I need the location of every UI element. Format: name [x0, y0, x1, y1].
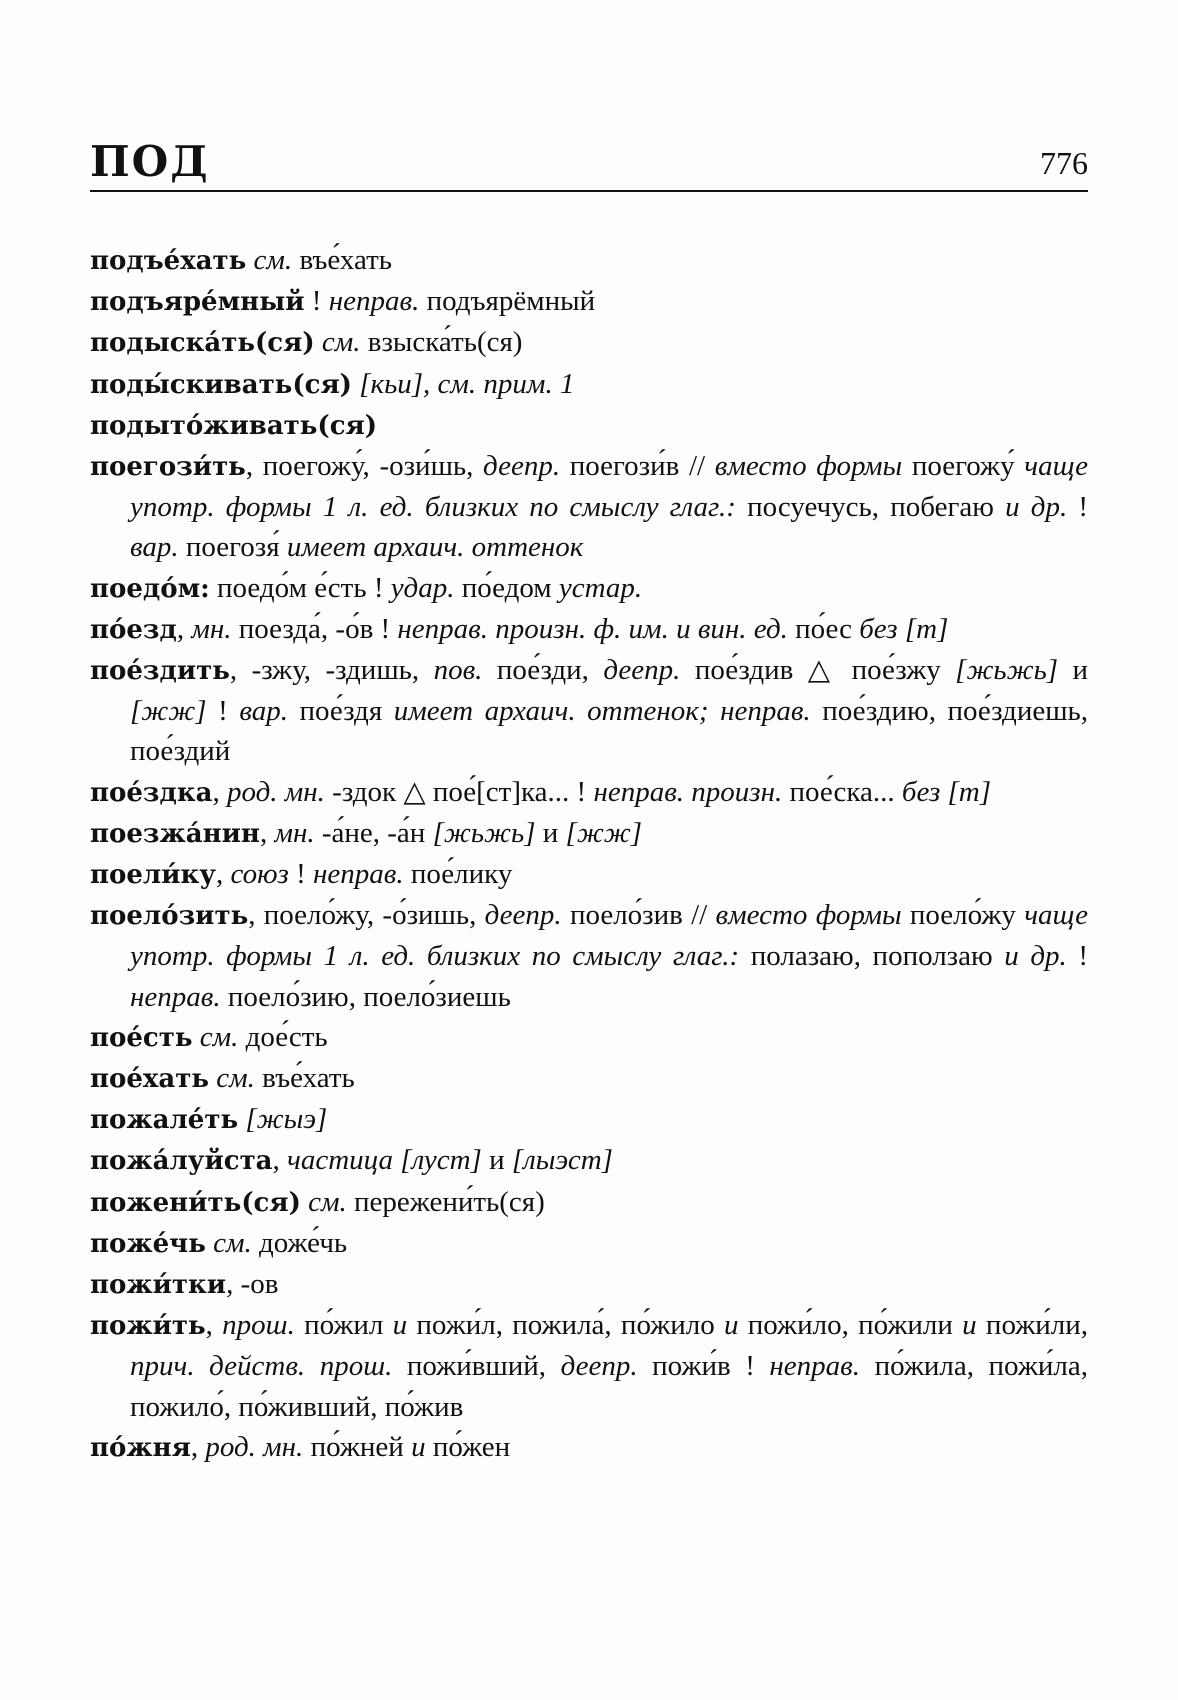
note: вместо формы: [714, 450, 903, 483]
dictionary-entry: [90, 364, 1088, 405]
form: -а́не, -а́н: [321, 816, 426, 849]
note: деепр.: [484, 899, 562, 932]
form: по́жила, пожи́ла, пожило́, по́живший, по́жив: [130, 1350, 1088, 1423]
note: и др.: [1005, 491, 1068, 524]
dictionary-entry: [90, 1099, 1088, 1140]
dictionary-entry: [90, 1140, 1088, 1181]
dictionary-entry: [90, 1427, 1088, 1468]
note: вар.: [130, 531, 179, 564]
note: род. мн.: [226, 775, 325, 808]
reference: въе́хать: [299, 244, 393, 276]
transcription: [лыэст]: [511, 1144, 613, 1177]
dictionary-entry: [90, 772, 1088, 813]
note: чаще употр. формы 1 л. ед. близких по смыслу глаг.:: [130, 450, 1089, 524]
mark: !: [311, 285, 322, 318]
conj: и: [962, 1309, 977, 1342]
form: пожи́вший,: [406, 1350, 547, 1383]
form: посуечусь, побегаю: [747, 491, 994, 524]
reference: въе́хать: [262, 1062, 355, 1095]
form: -здок △ пое́[ст]ка... !: [332, 775, 587, 808]
note: чаще употр. формы 1 л. ед. близких по смыслу глаг.:: [130, 899, 1089, 973]
note: род. мн.: [205, 1430, 304, 1463]
conj: и: [411, 1430, 426, 1463]
running-header: [90, 128, 1088, 192]
dictionary-entry: [90, 895, 1088, 1017]
note: деепр.: [483, 450, 561, 483]
dictionary-entry: [90, 281, 1088, 322]
dictionary-entry: [90, 813, 1088, 854]
mark: !: [218, 695, 228, 728]
note: деепр.: [560, 1350, 638, 1383]
note: неправ.: [769, 1350, 861, 1383]
transcription: [жыэ]: [245, 1103, 328, 1136]
headword: поегози́ть: [90, 452, 246, 483]
note: имеет архаич. оттенок: [286, 531, 584, 564]
punct: ,: [259, 816, 268, 849]
headword: пожале́ть: [90, 1105, 239, 1136]
form: поедо́м е́сть !: [217, 571, 384, 604]
note: имеет архаич. оттенок;: [393, 695, 709, 728]
note: мн.: [191, 612, 232, 645]
note: неправ.: [720, 695, 811, 728]
reference: пережени́ть(ся): [354, 1185, 545, 1218]
conj: и: [489, 1144, 505, 1177]
punct: ,: [176, 612, 185, 645]
note: без [т]: [901, 775, 992, 808]
form: поело́зию, поело́зиешь: [227, 980, 511, 1013]
headword: поели́ку: [90, 860, 216, 891]
form: поело́зив //: [569, 899, 708, 932]
conj: и: [392, 1309, 408, 1342]
reference: доже́чь: [259, 1226, 348, 1259]
note: устар.: [558, 571, 643, 604]
note: неправ.: [328, 285, 420, 318]
form: по́ес: [795, 612, 852, 645]
note: см.: [216, 1062, 255, 1095]
form: пое́здию, пое́здиешь, пое́здий: [130, 695, 1089, 768]
dictionary-entry: [90, 405, 1088, 446]
form: пожи́ло, по́жили: [747, 1309, 953, 1342]
dictionary-entry: [90, 1017, 1088, 1058]
headword: пое́сть: [90, 1022, 193, 1053]
note: неправ. произн.: [593, 775, 783, 808]
note: вар.: [239, 695, 288, 728]
conj: и: [1072, 654, 1089, 687]
note: без [т]: [859, 612, 949, 645]
note: вместо формы: [715, 899, 902, 932]
reference: дое́сть: [245, 1020, 328, 1053]
form: полазаю, поползаю: [750, 940, 993, 973]
form: поезда́, -о́в !: [238, 612, 391, 645]
headword: подыска́ть(ся): [90, 328, 315, 359]
forms: , -зжу, -здишь,: [229, 654, 420, 687]
headword: подъяре́мный: [90, 287, 305, 318]
form: пое́ска...: [789, 775, 895, 808]
dictionary-entry: [90, 240, 1088, 281]
forms: , -ов: [226, 1268, 279, 1301]
form: поегозя́: [185, 531, 280, 564]
form: по́едом: [461, 571, 552, 604]
headword: пожени́ть(ся): [90, 1187, 301, 1218]
headword: поедо́м:: [90, 573, 210, 604]
dictionary-entry: [90, 609, 1088, 650]
headword: поело́зить: [90, 901, 249, 932]
headword: поезжа́нин: [90, 818, 260, 849]
forms: , поегожу́, -ози́шь,: [245, 450, 474, 483]
dictionary-entry: [90, 1058, 1088, 1099]
conj: и: [542, 816, 559, 849]
dictionary-entry: [90, 1305, 1088, 1427]
transcription: [жьжь]: [955, 654, 1059, 687]
headword: пое́здка: [90, 777, 213, 808]
forms: , поело́жу, -о́зишь,: [248, 899, 477, 932]
headword: подъе́хать: [90, 246, 247, 276]
form: пожи́в !: [652, 1350, 755, 1383]
note: неправ.: [313, 858, 404, 891]
note: см.: [253, 244, 293, 276]
punct: ,: [205, 1309, 213, 1342]
headword: пожи́тки: [90, 1270, 227, 1301]
headword: пое́хать: [90, 1064, 210, 1095]
dictionary-entry: [90, 322, 1088, 363]
mark: !: [296, 858, 306, 891]
form: по́жил: [304, 1309, 384, 1342]
note: удар.: [390, 571, 455, 604]
headword: поже́чь: [90, 1228, 206, 1259]
punct: ,: [272, 1144, 280, 1177]
reference: взыска́ть(ся): [367, 326, 523, 359]
dictionary-entry: [90, 650, 1088, 772]
punct: ,: [215, 858, 224, 891]
punct: ,: [190, 1430, 199, 1463]
form: поело́жу: [909, 899, 1016, 932]
note: см.: [199, 1020, 239, 1053]
note: [кьи], см. прим. 1: [359, 367, 575, 400]
note: прош.: [222, 1309, 295, 1342]
headword: подыто́живать(ся): [90, 410, 378, 441]
form: по́жен: [432, 1430, 511, 1463]
headword: пожа́луйста: [90, 1146, 273, 1177]
note: частица: [287, 1144, 394, 1177]
punct: ,: [212, 775, 220, 808]
note: союз: [230, 858, 289, 891]
transcription: [жж]: [130, 695, 207, 728]
headword: пожи́ть: [90, 1311, 206, 1342]
dictionary-entry: [90, 568, 1088, 609]
mark: !: [1078, 940, 1089, 973]
dictionary-entry: [90, 1264, 1088, 1305]
form: поегожу́: [911, 450, 1015, 483]
note: мн.: [274, 816, 315, 849]
note: неправ. произн. ф. им. и вин. ед.: [397, 612, 788, 645]
page-number: 776: [1040, 145, 1088, 181]
note: см.: [213, 1226, 252, 1259]
form: пожи́ли,: [985, 1309, 1089, 1342]
form: подъярёмный: [426, 285, 596, 318]
note: и др.: [1004, 940, 1067, 973]
dictionary-entry: [90, 446, 1088, 568]
form: пое́здя: [299, 695, 383, 728]
transcription: [жьжь]: [432, 816, 536, 849]
form: по́жней: [310, 1430, 404, 1463]
transcription: [луст]: [400, 1144, 482, 1177]
form: пое́зди,: [496, 654, 589, 687]
note: деепр.: [603, 654, 681, 687]
headword: по́езд: [90, 614, 177, 645]
dictionary-entry: [90, 854, 1088, 895]
form: пое́лику: [410, 858, 513, 891]
note: пов.: [433, 654, 483, 687]
form: пое́здив △ пое́зжу: [694, 654, 941, 687]
note: см.: [321, 326, 361, 359]
headword: по́жня: [90, 1432, 191, 1463]
note: неправ.: [130, 980, 221, 1013]
dictionary-entry: [90, 1182, 1088, 1223]
note: см.: [308, 1185, 347, 1218]
dictionary-entry: [90, 1223, 1088, 1264]
note: прич. действ. прош.: [130, 1350, 393, 1383]
headword: пое́здить: [90, 656, 230, 687]
conj: и: [724, 1309, 739, 1342]
form: пожи́л, пожила́, по́жило: [416, 1309, 715, 1342]
mark: !: [1078, 491, 1089, 524]
header-word: ПОД: [90, 137, 210, 186]
transcription: [жж]: [565, 816, 643, 849]
entry-list: [90, 240, 1088, 1468]
headword: поды́скивать(ся): [90, 369, 352, 400]
form: поегози́в //: [569, 450, 706, 483]
